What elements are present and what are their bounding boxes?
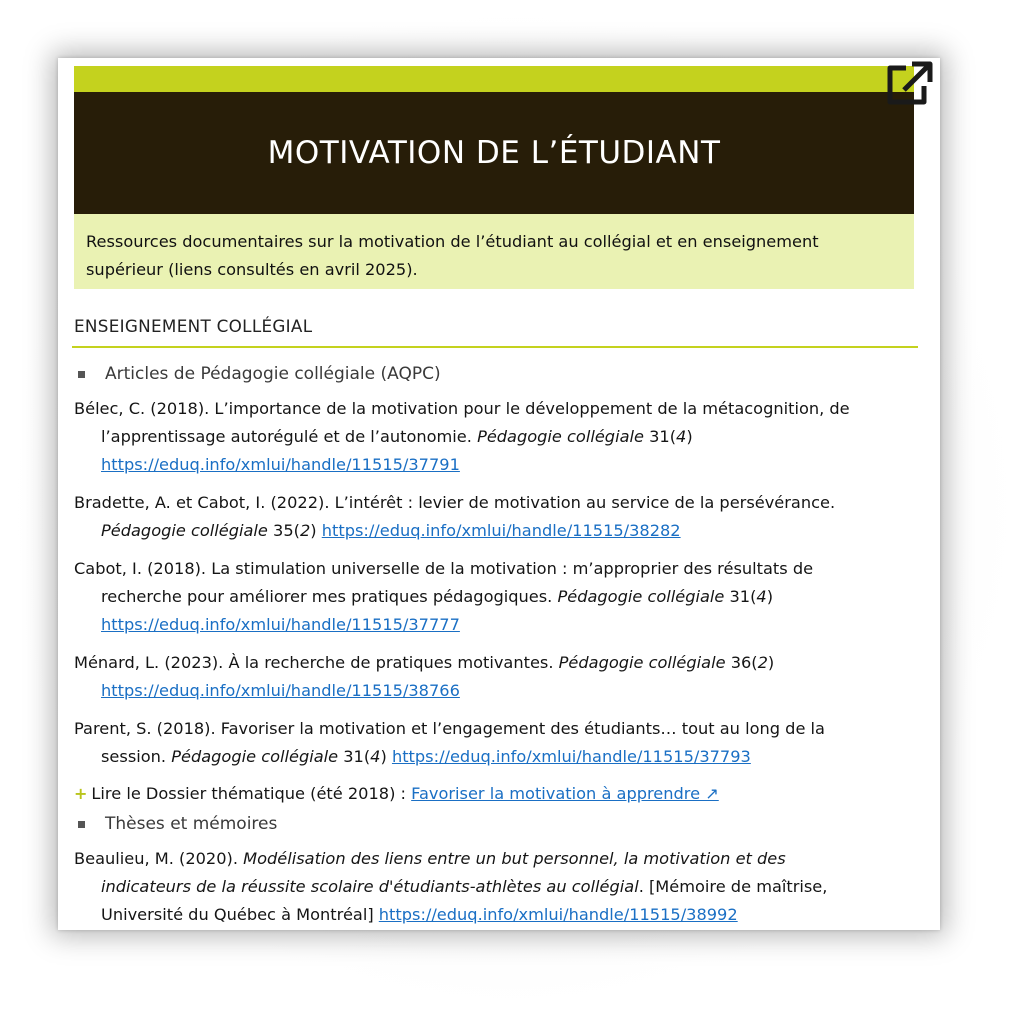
reference-issue: 4 <box>676 427 687 446</box>
reference-volume: 36( <box>725 653 758 672</box>
reference-paren: ) <box>686 427 693 446</box>
reference-volume: 31( <box>643 427 677 446</box>
intro-line-2: supérieur (liens consultés en avril 2025). <box>86 260 418 279</box>
thesis-title: indicateurs de la réussite scolaire d'étudiants-athlètes au collégial <box>101 877 639 896</box>
reference-item <box>74 649 924 705</box>
reference-item <box>74 845 924 929</box>
document-page <box>58 58 940 930</box>
reference-issue: 4 <box>756 587 767 606</box>
reference-volume: 31( <box>338 747 371 766</box>
open-in-new-icon[interactable] <box>884 60 934 108</box>
journal-name: Pédagogie collégiale <box>101 521 268 540</box>
reference-link[interactable]: https://eduq.info/xmlui/handle/11515/38282 <box>321 521 681 540</box>
title-banner <box>74 92 914 214</box>
reference-link[interactable]: https://eduq.info/xmlui/handle/11515/37791 <box>101 455 460 474</box>
dossier-link[interactable]: Favoriser la motivation à apprendre ↗ <box>411 784 719 803</box>
intro-line-1: Ressources documentaires sur la motivation de l’étudiant au collégial et en enseignement <box>86 232 819 251</box>
intro-box <box>74 214 914 289</box>
section-divider <box>72 346 918 348</box>
reference-item <box>74 715 924 771</box>
reference-volume: 31( <box>724 587 757 606</box>
subhead-theses-label: Thèses et mémoires <box>105 814 278 834</box>
reference-item <box>74 395 924 479</box>
reference-item <box>74 555 924 639</box>
dossier-line <box>74 779 924 809</box>
subhead-theses <box>74 809 924 839</box>
journal-name: Pédagogie collégiale <box>557 587 725 606</box>
journal-name: Pédagogie collégiale <box>477 427 644 446</box>
reference-text: l’apprentissage autorégulé et de l’autonomie. <box>101 427 478 446</box>
subhead-aqpc <box>74 359 924 389</box>
reference-link[interactable]: https://eduq.info/xmlui/handle/11515/37793 <box>391 747 751 766</box>
section-heading: ENSEIGNEMENT COLLÉGIAL <box>74 316 313 336</box>
content-body <box>74 359 924 929</box>
reference-issue: 2 <box>757 653 768 672</box>
reference-text: Université du Québec à Montréal] <box>101 905 379 924</box>
reference-issue: 4 <box>370 747 381 766</box>
reference-text: Bradette, A. et Cabot, I. (2022). L’intérêt : levier de motivation au service de la persévérance. <box>74 493 836 512</box>
reference-paren: ) <box>310 521 322 540</box>
reference-paren: ) <box>380 747 392 766</box>
subhead-aqpc-label: Articles de Pédagogie collégiale (AQPC) <box>105 364 441 384</box>
journal-name: Pédagogie collégiale <box>171 747 339 766</box>
reference-issue: 2 <box>299 521 311 540</box>
reference-paren: ) <box>767 653 775 672</box>
reference-text: session. <box>101 747 172 766</box>
reference-link[interactable]: https://eduq.info/xmlui/handle/11515/38992 <box>378 905 738 924</box>
reference-text: Ménard, L. (2023). À la recherche de pratiques motivantes. <box>74 653 559 672</box>
reference-link[interactable]: https://eduq.info/xmlui/handle/11515/37777 <box>101 615 460 634</box>
dossier-text: Lire le Dossier thématique (été 2018) : <box>91 784 412 803</box>
page-title: MOTIVATION DE L’ÉTUDIANT <box>267 135 721 171</box>
plus-icon: + <box>74 784 88 803</box>
square-bullet-icon <box>78 371 85 378</box>
reference-text: Parent, S. (2018). Favoriser la motivation et l’engagement des étudiants… tout au long de la <box>74 719 825 738</box>
reference-text: . [Mémoire de maîtrise, <box>638 877 828 896</box>
reference-text: Bélec, C. (2018). L’importance de la motivation pour le développement de la métacognition, de <box>74 399 850 418</box>
square-bullet-icon <box>78 821 85 828</box>
thesis-title: Modélisation des liens entre un but personnel, la motivation et des <box>243 849 786 868</box>
journal-name: Pédagogie collégiale <box>558 653 726 672</box>
reference-text: Beaulieu, M. (2020). <box>74 849 244 868</box>
header-accent-strip <box>74 66 914 92</box>
reference-text: recherche pour améliorer mes pratiques pédagogiques. <box>101 587 558 606</box>
reference-link[interactable]: https://eduq.info/xmlui/handle/11515/38766 <box>101 681 460 700</box>
reference-text: Cabot, I. (2018). La stimulation universelle de la motivation : m’approprier des résultats de <box>74 559 814 578</box>
reference-volume: 35( <box>267 521 300 540</box>
reference-paren: ) <box>766 587 774 606</box>
reference-item <box>74 489 924 545</box>
